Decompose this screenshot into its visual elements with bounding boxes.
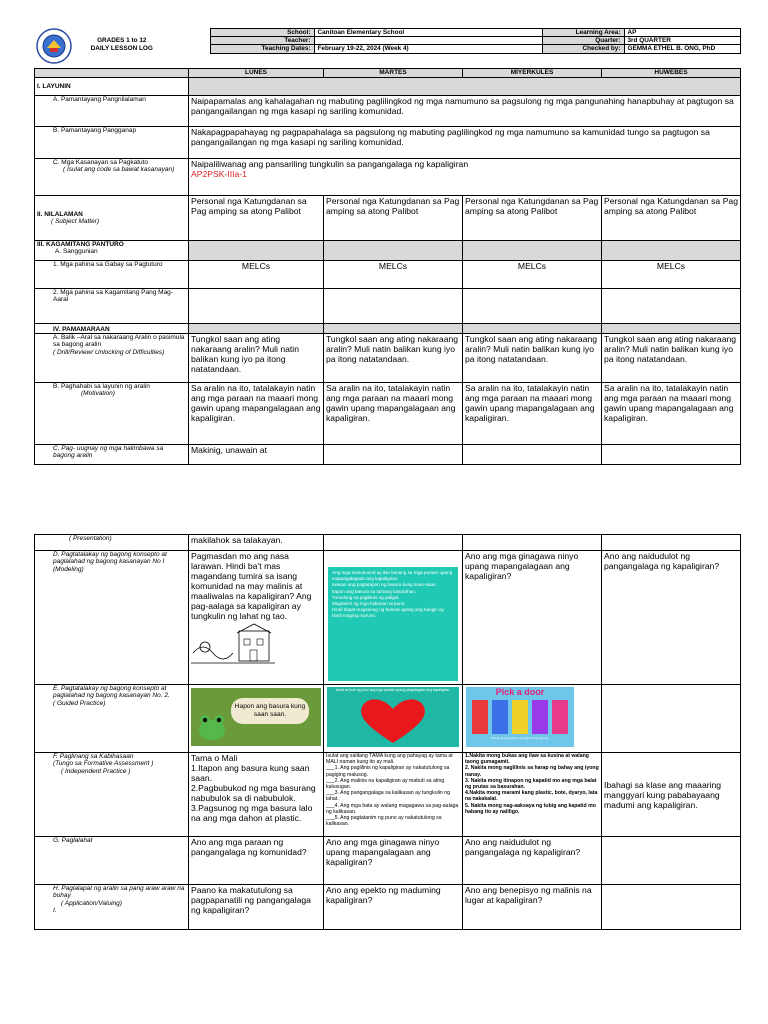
ways-slide [328,567,458,681]
paglalapat-sub: ( Application/Valuing) [61,899,122,907]
paghahabi-monday: Sa aralin na ito, tatalakayin natin ang mga paraan na maaari mong gawin upang mapangalagaan ang kapaligiran. [189,383,324,445]
learning-area-label: Learning Area: [542,29,624,37]
learning-area-value: AP [624,29,740,37]
teacher-label: Teacher: [210,37,314,45]
community-illustration [191,623,321,665]
balik-aral-label [35,334,189,383]
pick-a-door-card [466,687,574,747]
checked-label: Checked by: [542,45,624,53]
modeling-tuesday-cell [324,551,463,685]
situation-item: 4.Nakita mong marami kang plastic, bote, dyaryo, lata na nakakalat. [465,790,598,803]
school-label: School: [210,29,314,37]
nilalaman-wednesday: Personal nga Katungdanan sa Pag amping sa atong Palibot [463,196,602,241]
pamantayang-pangganap-label: B. Pamantayang Pangganap [35,127,189,159]
pamantayang-pangnilalaman-text: Naipapamalas ang kahalagahan ng mabuting paglilingkod ng mga namumuno sa pagsulong ng mga pangunahing hanapbuhay at pagtugon sa pangangailangan ng mga kasapi ng sariling komunidad. [189,96,741,127]
day-wednesday: MIYERKULES [463,69,602,78]
independent-thursday: Ibahagi sa klase ang maaaring manggyari kung pababayaang madumi ang kapaligiran. [602,753,741,837]
checked-value: GEMMA ETHEL B. ONG, PhD [624,45,740,53]
ways-slide-item: Hindi dapat magsunog ng basura upang ang hangin ay hindi maging marumi. [332,607,444,619]
kagamitan-pahina-label: 2. Mga pahina sa Kagamitang Pang Mag-Aaral [35,289,189,324]
paglalapat-i: I. [53,907,57,915]
presentation-label: ( Presentation) [35,535,189,551]
teacher-value [314,37,542,45]
kasanayan-text: Naipaliliwanag ang pansariling tungkulin sa pangangalaga ng kapaligiran [191,159,469,169]
grades-label: GRADES 1 to 12 [97,36,147,44]
quarter-value: 3rd QUARTER [624,37,740,45]
pick-a-door-title: Pick a door [495,687,545,697]
nilalaman-thursday: Personal nga Katungdanan sa Pag amping sa atong Palibot [602,196,741,241]
nilalaman-monday: Personal nga Katungdanan sa Pag amping sa atong Palibot [189,196,324,241]
kasanayan-label-sub: ( Isulat ang code sa bawat kasanayan) [63,166,175,174]
quiz-item: ___4. Ang mga bata ay walang magagawa sa pag-aalaga ng kalikasan. [326,802,459,815]
nilalaman-tuesday: Personal nga Katungdanan sa Pag amping sa atong Palibot [324,196,463,241]
day-tuesday: MARTES [324,69,463,78]
presentation-monday: makilahok sa talakayan. [189,535,324,551]
pag-uugnay-monday: Makinig, unawain at [189,445,324,465]
independent-practice-label [35,753,189,837]
melcs-tuesday: MELCs [324,261,463,289]
paglalapat-monday: Paano ka makatutulong sa pagpapanatili ng pangangalaga ng kapaligiran? [189,885,324,930]
guided-monday-cell [189,685,324,753]
quiz-item: ___1. Ang paglilinis ng kapaligiran ay nakatutulong sa pagiging malusog. [326,765,450,778]
dates-label: Teaching Dates: [210,45,314,53]
modeling-monday-text: Pagmasdan mo ang nasa larawan. Hindi ba’t mas magandang tumira sa isang komunidad na may malinis at maaliwalas na kapaligiran? Ang pag-aalaga sa kapaligiran ay tungkulin ng lahat ng tao. [191,551,312,621]
independent-practice-main: F. Paglinang sa Kabihasaan [53,753,134,760]
day-monday: LUNES [189,69,324,78]
kagamitan-label [35,241,189,261]
ways-slide-item: Iwasan ang pagtatapon ng basura kung saan-saan. [332,582,437,588]
paglalapat-tuesday: Ano ang epekto ng maduming kapaligiran? [324,885,463,930]
quiz-item: ___5. Ang pagtatanim ng puno ay nakatutulong sa kalikasan. [326,815,442,828]
guided-tuesday-cell [324,685,463,753]
ways-slide-item: Magtanim ng mga halaman at puno. [332,601,406,607]
melcs-wednesday: MELCs [463,261,602,289]
quiz-intro: Isulat ang salitang TAMA kung ang pahayag ay tama at MALI naman kung ito ay mali. [326,753,453,766]
pamamaraan-heading: IV. PAMAMARAAN [35,324,189,334]
paghahabi-label [35,383,189,445]
layunin-heading: I. LAYUNIN [35,78,189,96]
day-thursday: HUWEBES [602,69,741,78]
paglalapat-main: H. Paglalapat ng aralin sa pang araw araw na buhay [53,885,185,900]
paghahabi-thursday: Sa aralin na ito, tatalakayin natin ang mga paraan na maaari mong gawin upang mapangalagaan ang kapaligiran. [602,383,741,445]
balik-aral-main: A. Balik –Aral sa nakaraang Aralin o pasimula sa bagong aralin [53,334,185,349]
situation-item: 5. Nakita mong nag-aaksaya ng tubig ang kapatid mo habang ito ay naliligo. [465,802,596,815]
balik-aral-monday: Tungkol saan ang ating nakaraang aralin? Muli natin balikan kung iyo pa itong natatandaan. [189,334,324,383]
paglalahat-wednesday: Ano ang naidudulot ng pangangalaga ng kapaligiran? [463,837,602,885]
kasanayan-code: AP2PSK-IIIa-1 [191,169,247,179]
kasanayan-label-main: C. Mga Kasanayan sa Pagkatuto [53,159,149,166]
quiz-item: ___2. Ang malinis na kapaligiran ay mabuti sa ating kalusugan. [326,777,445,791]
guided-wednesday-cell [463,685,602,753]
pick-a-door-caption: Pumili ng isang pinto at sagutin ang tanong. [490,736,550,740]
modeling-monday-cell [189,551,324,685]
paghahabi-wednesday: Sa aralin na ito, tatalakayin natin ang mga paraan na maaari mong gawin upang mapangalagaan ang kapaligiran. [463,383,602,445]
nilalaman-sub: ( Subject Matter) [51,218,100,225]
quarter-label: Quarter: [542,37,624,45]
nilalaman-label [35,196,189,241]
frog-icon [195,708,229,742]
melcs-monday: MELCs [189,261,324,289]
header-table [34,28,741,54]
pamantayang-pangganap-text: Nakapagpapahayag ng pagpapahalaga sa pagsulong ng mabuting paglilingkod ng mga namumuno sa kamunidad tungo sa pagtugon sa pangangailangan ng mga kasapi ng sariling komunidad. [189,127,741,159]
school-value: Canitoan Elementary School [314,29,542,37]
paghahabi-tuesday: Sa aralin na ito, tatalakayin natin ang mga paraan na maaari mong gawin upang mapangalagaan ang kapaligiran. [324,383,463,445]
independent-monday: Tama o Mali 1.Itapon ang basura kung saan saan. 2.Pagbubukod ng mga basurang nabubulok sa di nabubulok. 3.Pagsunog ng mga basura lalo na ang mga dahon at plastic. [189,753,324,837]
paglalahat-monday: Ano ang mga paraan ng pangangalaga ng komunidad? [189,837,324,885]
pamantayang-pangnilalaman-label: A. Pamantayang Pangnilalaman [35,96,189,127]
paglalapat-label [35,885,189,930]
paglalahat-label: G. Paglalahat [35,837,189,885]
guided-practice-label [35,685,189,753]
independent-practice-sub2: ( Independent Practice ) [61,767,131,775]
balik-aral-wednesday: Tungkol saan ang ating nakaraang aralin? Muli natin balikan kung iyo pa itong natatandaan. [463,334,602,383]
heart-activity-caption: Isulat sa loob ng puso ang mga paraan upang pangalagaan ang kapaligiran. [335,688,451,692]
independent-wednesday-cell [463,753,602,837]
paghahabi-sub: (Motivation) [81,390,115,398]
kasanayan-label [35,159,189,196]
paghahabi-main: B. Paghahabi sa layunin ng aralin [53,383,150,390]
kagamitan-heading: III. KAGAMITANG PANTURO [37,241,124,248]
guided-practice-sub: ( Guided Practice) [53,699,106,707]
guided-practice-main: E. Pagtatalakay ng bagong konsepto at paglalahad ng bagong kasanayan No. 2. [53,685,170,700]
pag-uugnay-label: C. Pag- uugnay ng mga halimbawa sa bagong aralin [35,445,189,465]
heart-activity-card [327,687,459,747]
ways-slide-title: Ang mga sumusunod ay ilan lamang sa mga paraan upang mapangalagaan ang kapaligiran: [332,570,453,582]
quiz-item: ___3. Ang pangangalaga sa kalikasan ay tungkulin ng lahat. [326,790,451,803]
log-title: DAILY LESSON LOG [90,44,153,52]
balik-aral-thursday: Tungkol saan ang ating nakaraang aralin? Muli natin balikan kung iyo pa itong natatandaan. [602,334,741,383]
situation-item: 2. Nakita mong naglilinis sa harap ng bahay ang iyong nanay. [465,765,599,778]
sanggunian-label: A. Sanggunian [55,248,98,256]
independent-tuesday-cell [324,753,463,837]
doors-icon [468,698,572,736]
heart-icon [358,697,428,745]
kasanayan-cell [189,159,741,196]
modeling-label: D. Pagtatalakay ng bagong konsepto at paglalahad ng bagong kasanayan No I (Modeling) [35,551,189,685]
gabay-label: 1. Mga pahina sa Gabay sa Pagtuturo [35,261,189,289]
independent-practice-sub: (Tungo sa Formative Assessment ) [53,760,154,768]
modeling-thursday: Ano ang naidudulot ng pangangalaga ng kapaligiran? [602,551,741,685]
dates-value: February 19-22, 2024 (Week 4) [314,45,542,53]
situation-item: 3. Nakita mong itinapon ng kapatid mo ang mga balat ng prutas sa basurahan. [465,777,597,791]
lesson-table-page-2 [34,534,741,930]
frog-story-text: Hapon ang basura kung saan saan. [231,698,309,724]
balik-aral-tuesday: Tungkol saan ang ating nakaraang aralin? Muli natin balikan kung iyo pa itong natatandaan. [324,334,463,383]
modeling-wednesday: Ano ang mga ginagawa ninyo upang mapangalagaan ang kapaligiran? [463,551,602,685]
ways-slide-item: Tumulong sa paglilinis ng paligid. [332,594,400,600]
situation-item: 1.Nakita mong bukas ang ilaw sa kusina at walang taong gumagamit. [465,753,589,766]
ways-slide-item: Itapon ang basura sa tamang basurahan. [332,588,417,594]
melcs-thursday: MELCs [602,261,741,289]
nilalaman-heading: II. NILALAMAN [37,210,83,218]
lesson-table-page-1 [34,68,741,465]
paglalapat-wednesday: Ano ang benepisyo ng malinis na lugar at kapaligiran? [463,885,602,930]
balik-aral-sub: ( Drill/Review/ Unlocking of Difficulties) [53,348,165,356]
frog-story-card [191,688,321,746]
paglalahat-tuesday: Ano ang mga ginagawa ninyo upang mapangalagaan ang kapaligiran? [324,837,463,885]
